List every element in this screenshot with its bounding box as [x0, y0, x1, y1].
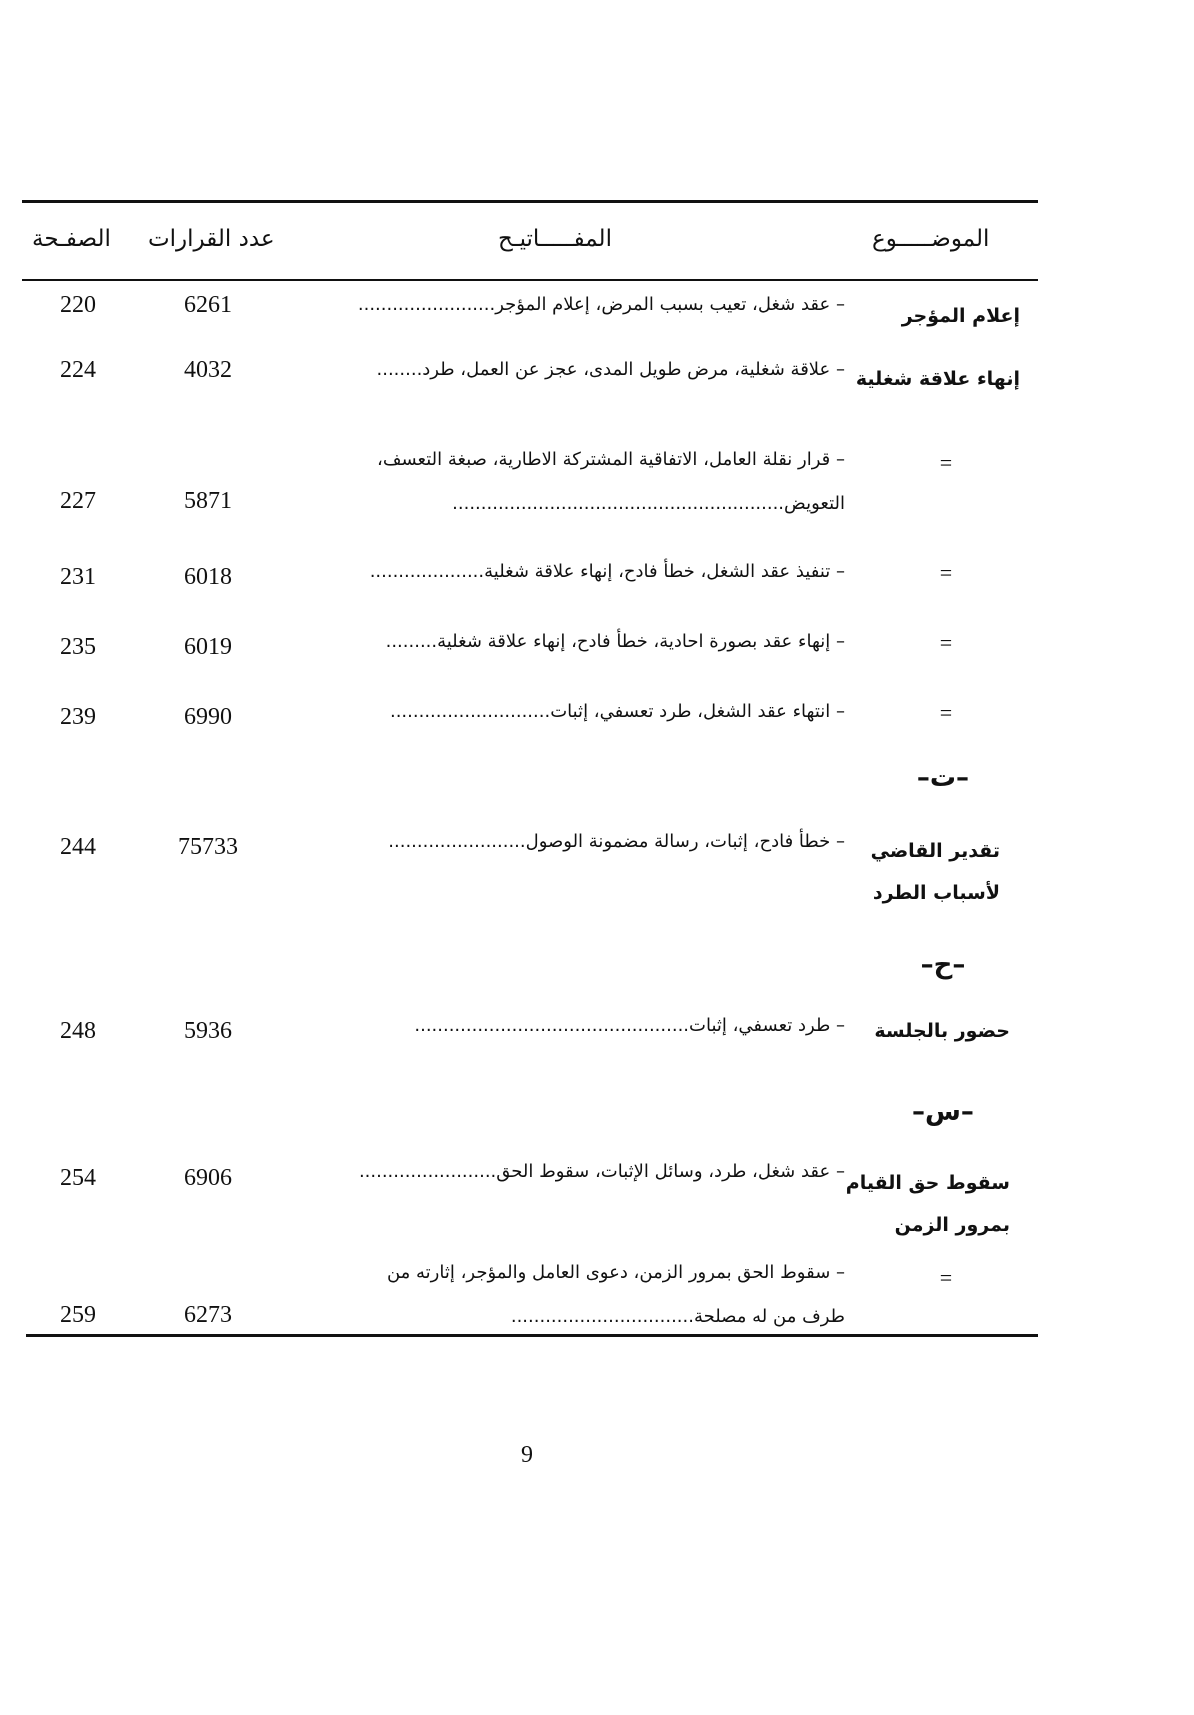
keywords-line: – طرد تعسفي، إثبات................................................: [414, 1015, 845, 1036]
row-subject: إعلام المؤجر: [901, 305, 1020, 327]
keywords-line: – عقد شغل، طرد، وسائل الإثبات، سقوط الحق........................: [358, 1161, 845, 1182]
row-page-no: 239: [60, 704, 96, 730]
header-subject: الموضـــــوع: [872, 226, 990, 252]
row-decision-no: 6273: [184, 1302, 232, 1328]
keywords-line: – خطأ فادح، إثبات، رسالة مضمونة الوصول........................: [388, 831, 845, 852]
keywords-line: – سقوط الحق بمرور الزمن، دعوى العامل والمؤجر، إثارته من: [386, 1262, 845, 1283]
page-number: 9: [521, 1442, 533, 1468]
row-page-no: 244: [60, 834, 96, 860]
header-rule: [22, 279, 1038, 281]
row-subject: تقدير القاضي لأسباب الطرد: [870, 840, 1000, 904]
row-decision-no: 5936: [184, 1018, 232, 1044]
row-keywords: [285, 620, 845, 664]
row-page-no: 231: [60, 564, 96, 590]
section-letter: –س–: [912, 1097, 974, 1127]
row-page-no: 248: [60, 1018, 96, 1044]
top-rule: [22, 200, 1038, 203]
row-decision-no: 4032: [184, 357, 232, 383]
keywords-line: – علاقة شغلية، مرض طويل المدى، عجز عن العمل، طرد........: [376, 359, 845, 380]
keywords-line: التعويض..........................................................: [452, 493, 845, 514]
row-decision-no: 6906: [184, 1165, 232, 1191]
row-subject: حضور بالجلسة: [874, 1020, 1010, 1042]
row-decision-no: 6018: [184, 564, 232, 590]
row-page-no: 259: [60, 1302, 96, 1328]
header-page: الصفـحة: [32, 226, 111, 252]
row-decision-no: 6261: [184, 292, 232, 318]
row-keywords: [285, 820, 845, 864]
row-keywords: [285, 550, 845, 594]
ditto-mark: =: [939, 450, 953, 475]
row-subject: سقوط حق القيام بمرور الزمن: [845, 1172, 1010, 1236]
row-keywords: [285, 1150, 845, 1194]
row-subject: إنهاء علاقة شغلية: [855, 368, 1020, 390]
keywords-line: طرف من له مصلحة................................: [510, 1306, 845, 1327]
row-decision-no: 75733: [178, 834, 238, 860]
ditto-mark: =: [939, 630, 953, 655]
keywords-line: – انتهاء عقد الشغل، طرد تعسفي، إثبات............................: [389, 701, 845, 722]
header-decision-no: عدد القرارات: [148, 226, 275, 252]
row-page-no: 235: [60, 634, 96, 660]
section-letter: –ت–: [916, 763, 970, 793]
ditto-mark: =: [939, 560, 953, 585]
ditto-mark: =: [939, 700, 953, 725]
row-decision-no: 5871: [184, 488, 232, 514]
keywords-line: – قرار نقلة العامل، الاتفاقية المشتركة الاطارية، صبغة التعسف،: [377, 449, 845, 470]
keywords-line: – إنهاء عقد بصورة احادية، خطأ فادح، إنهاء علاقة شغلية.........: [385, 631, 845, 652]
row-decision-no: 6019: [184, 634, 232, 660]
row-keywords: [285, 348, 845, 392]
row-keywords: [285, 1251, 845, 1339]
section-letter: –ح–: [920, 950, 966, 980]
row-decision-no: 6990: [184, 704, 232, 730]
row-page-no: 220: [60, 292, 96, 318]
row-page-no: 227: [60, 488, 96, 514]
keywords-line: – عقد شغل، تعيب بسبب المرض، إعلام المؤجر........................: [357, 294, 845, 315]
keywords-line: – تنفيذ عقد الشغل، خطأ فادح، إنهاء علاقة شغلية....................: [369, 561, 845, 582]
ditto-mark: =: [939, 1265, 953, 1290]
row-keywords: [285, 283, 845, 327]
row-page-no: 224: [60, 357, 96, 383]
row-keywords: [285, 1004, 845, 1048]
row-keywords: [285, 438, 845, 526]
header-keywords: المفـــــاتيـح: [498, 226, 612, 252]
row-page-no: 254: [60, 1165, 96, 1191]
row-keywords: [285, 690, 845, 734]
